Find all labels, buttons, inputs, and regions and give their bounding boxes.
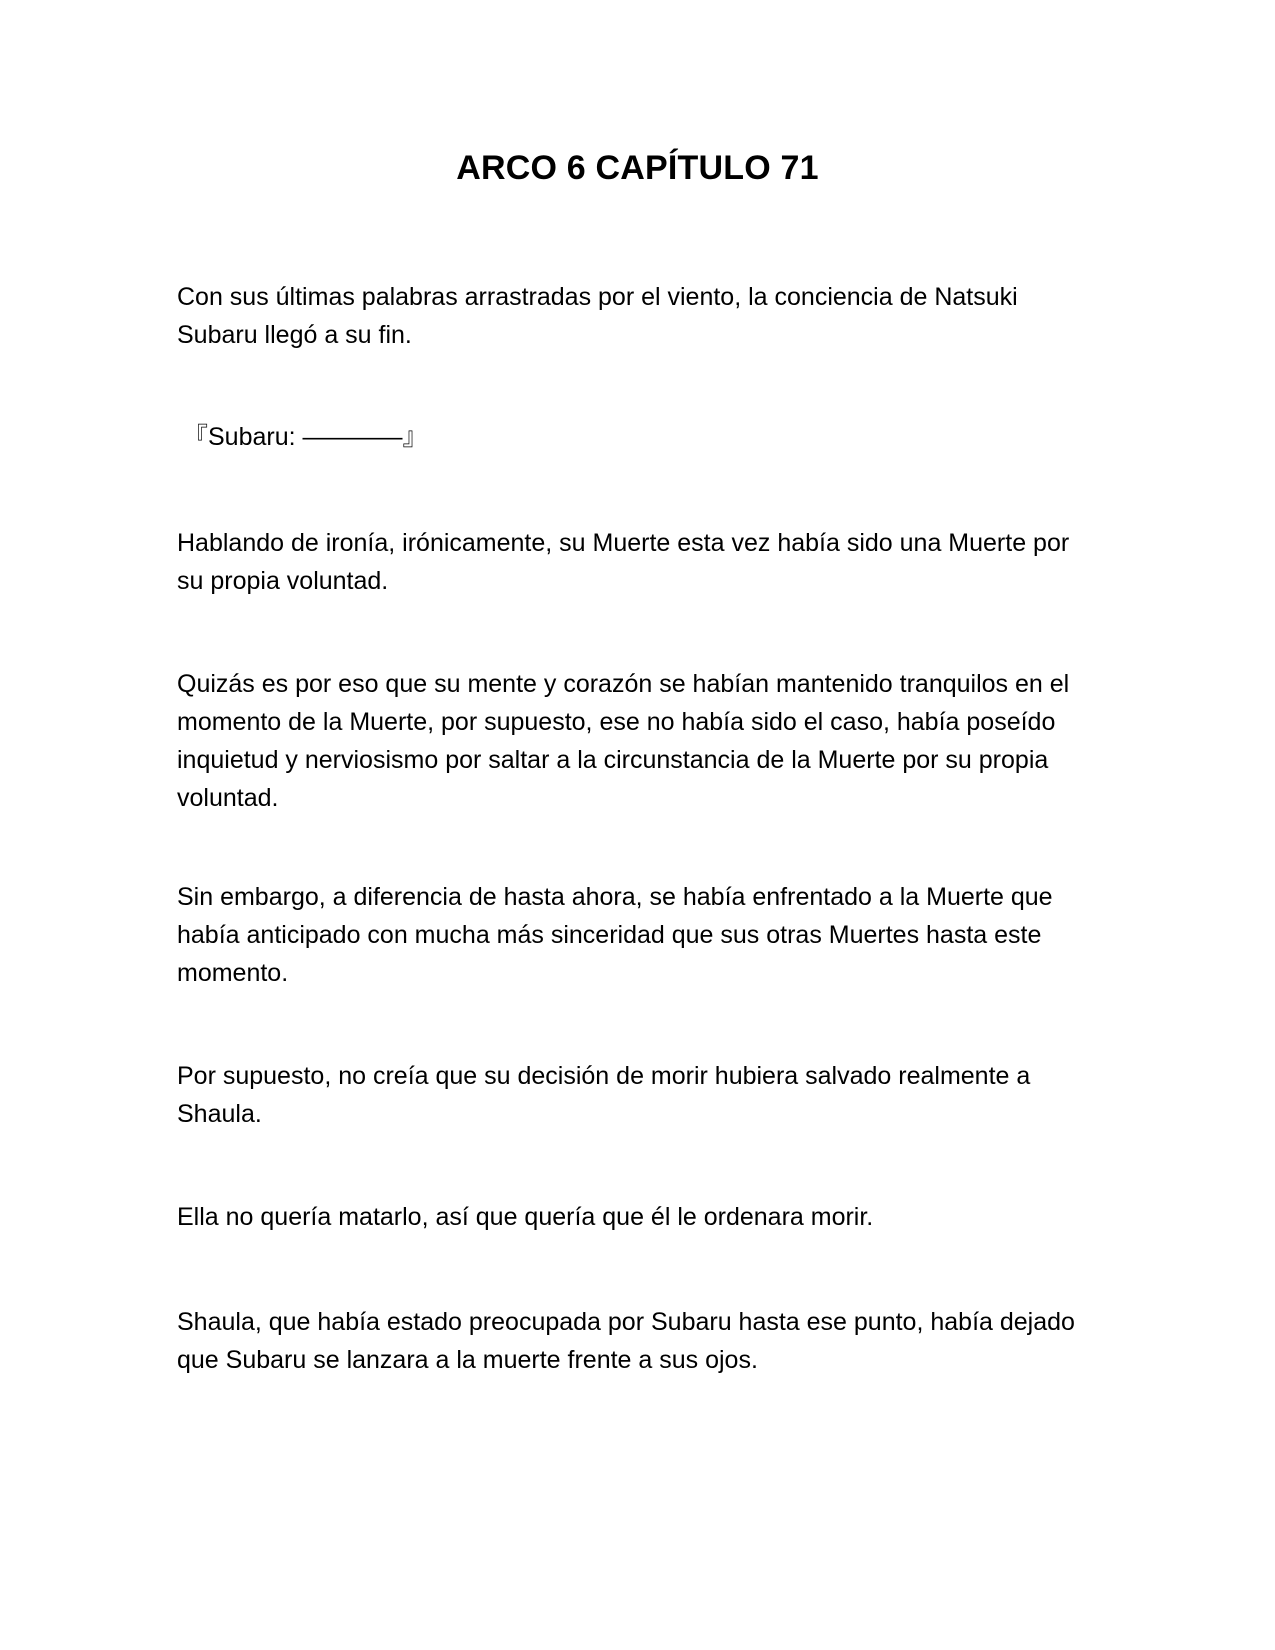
dialogue-line: 『Subaru: ————』	[183, 423, 428, 451]
paragraph-2: Hablando de ironía, irónicamente, su Muerte esta vez había sido una Muerte por su propia voluntad.	[177, 529, 1070, 595]
paragraph-5: Por supuesto, no creía que su decisión de morir hubiera salvado realmente a Shaula.	[177, 1062, 1031, 1128]
paragraph-3: Quizás es por eso que su mente y corazón se habían mantenido tranquilos en el momento de la Muerte, por supuesto, ese no había sido el caso, había poseído inquietud y nerviosismo por saltar a la circunstancia de la Muerte por su propia voluntad.	[177, 670, 1070, 812]
chapter-title: ARCO 6 CAPÍTULO 71	[456, 149, 819, 187]
paragraph-6: Ella no quería matarlo, así que quería que él le ordenara morir.	[177, 1203, 874, 1231]
paragraph-4: Sin embargo, a diferencia de hasta ahora, se había enfrentado a la Muerte que había anticipado con mucha más sinceridad que sus otras Muertes hasta este momento.	[177, 883, 1053, 987]
paragraph-1: Con sus últimas palabras arrastradas por el viento, la conciencia de Natsuki Subaru llegó a su fin.	[177, 283, 1018, 349]
paragraph-7: Shaula, que había estado preocupada por Subaru hasta ese punto, había dejado que Subaru se lanzara a la muerte frente a sus ojos.	[177, 1308, 1075, 1374]
